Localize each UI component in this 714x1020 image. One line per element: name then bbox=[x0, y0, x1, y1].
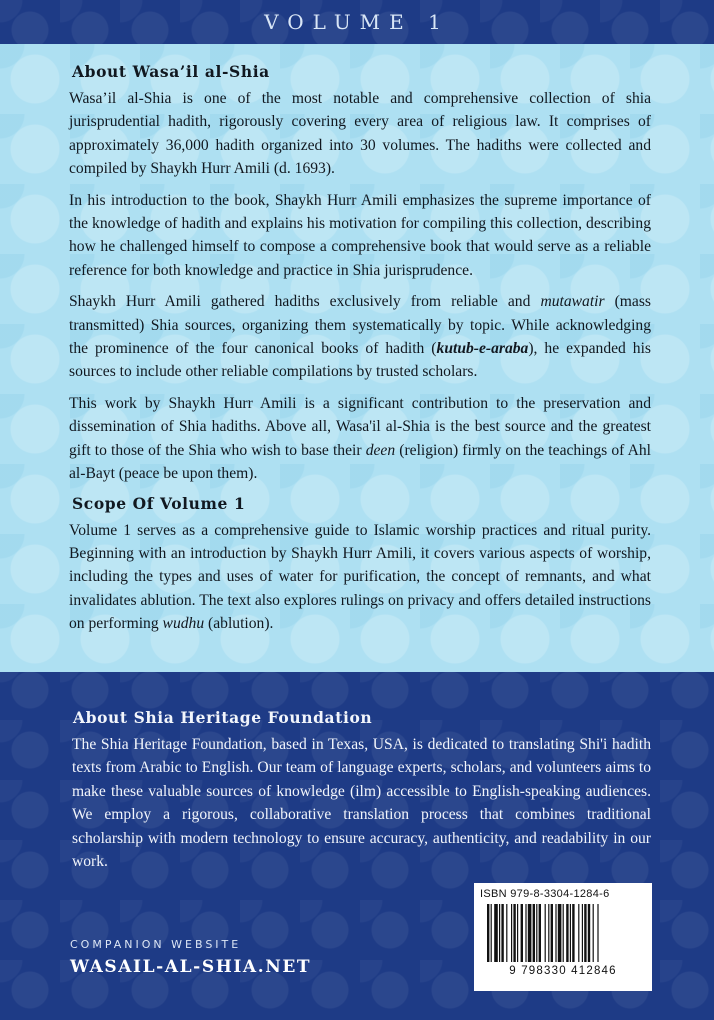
foundation-section bbox=[0, 700, 714, 881]
scope-title: Scope Of Volume 1 bbox=[72, 493, 246, 513]
companion-url: WASAIL-AL-SHIA.NET bbox=[70, 957, 312, 977]
about-paragraph-2: In his introduction to the book, Shaykh Hurr Amili emphasizes the supreme importance of the knowledge of hadith and explains his motivation for compiling this collection, describing how he challenged himself to compose a comprehensive book that would serve as a reliable reference for both knowledge and practice in Shia jurisprudence. bbox=[69, 191, 651, 279]
about-wasail-title: About Wasa’il al-Shia bbox=[72, 62, 270, 81]
barcode-icon bbox=[483, 904, 643, 964]
foundation-title: About Shia Heritage Foundation bbox=[73, 708, 373, 727]
volume-label: VOLUME 1 bbox=[264, 10, 450, 34]
isbn-text: ISBN 979-8-3304-1284-6 bbox=[480, 888, 610, 900]
companion-website bbox=[70, 938, 311, 977]
description-panel bbox=[0, 44, 714, 672]
isbn-digits: 9 798330 412846 bbox=[509, 965, 617, 977]
foundation-paragraph: The Shia Heritage Foundation, based in Texas, USA, is dedicated to translating Shi'i hadith texts from Arabic to English. Our team of language experts, scholars, and volunteers aims to make these valuable sources of knowledge (ilm) accessible to English-speaking audiences. We employ a rigorous, collaborative translation process that combines traditional scholarship with modern technology to ensure accuracy, authenticity, and readability in our work. bbox=[72, 736, 651, 871]
isbn-barcode-box bbox=[474, 883, 652, 991]
volume-header bbox=[0, 0, 714, 44]
scope-paragraph: Volume 1 serves as a comprehensive guide to Islamic worship practices and ritual purity. Beginning with an introduction by Shaykh Hurr Amili, it covers various aspects of worship, including the types and uses of water for purification, the concept of remnants, and what invalidates ablution. The text also explores rulings on privacy and offers detailed instructions on performing wudhu (ablution). bbox=[69, 521, 651, 633]
about-paragraph-4: This work by Shaykh Hurr Amili is a significant contribution to the preservation and dissemination of Shia hadiths. Above all, Wasa'il al-Shia is the best source and the greatest gift to those of the Shia who wish to base their deen (religion) firmly on the teachings of Ahl al-Bayt (peace be upon them). bbox=[69, 394, 651, 483]
about-paragraph-1: Wasa’il al-Shia is one of the most notable and comprehensive collection of shia jurisprudential hadith, rigorously covering every area of religious law. It comprises of approximately 36,000 hadith organized into 30 volumes. The hadiths were collected and compiled by Shaykh Hurr Amili (d. 1693). bbox=[69, 90, 651, 178]
about-paragraph-3: Shaykh Hurr Amili gathered hadiths exclusively from reliable and mutawatir (mass transmitted) Shia sources, organizing them systematically by topic. While acknowledging the prominence of the four canonical books of hadith (kutub-e-araba), he expanded his sources to include other reliable compilations by trusted scholars. bbox=[69, 293, 652, 381]
companion-label: COMPANION WEBSITE bbox=[70, 938, 242, 951]
